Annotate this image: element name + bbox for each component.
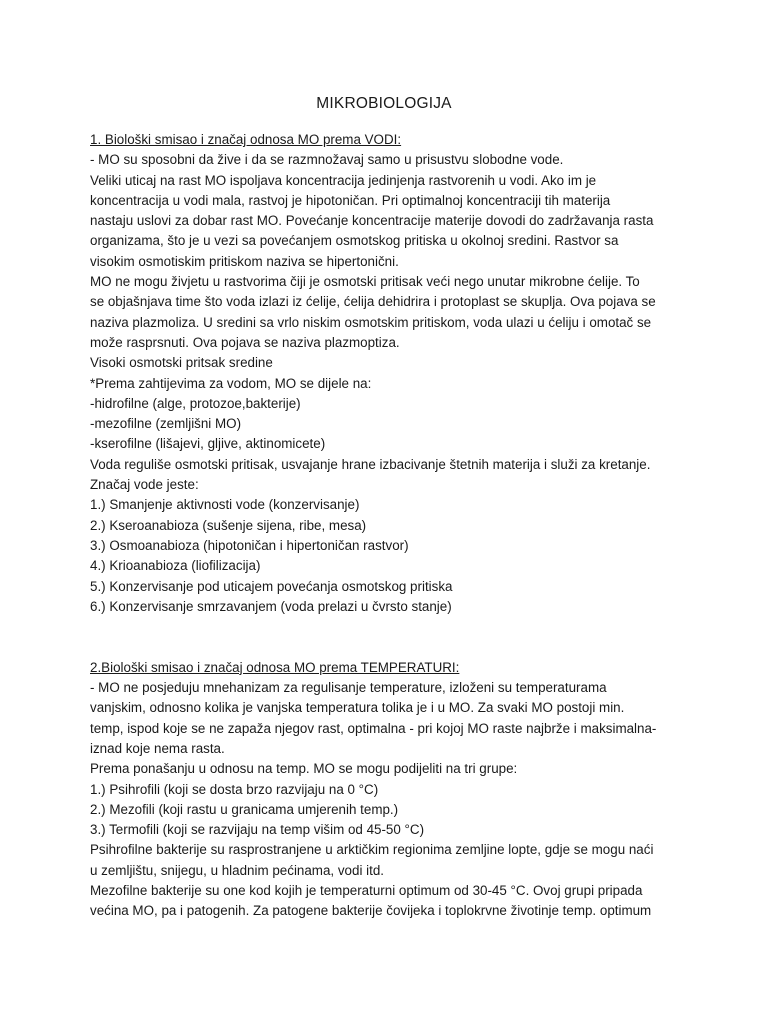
paragraph-line: Voda reguliše osmotski pritisak, usvajanje hrane izbacivanje štetnih materija i služi za kretanje. xyxy=(90,456,651,472)
paragraph-line: Značaj vode jeste: xyxy=(90,477,199,493)
paragraph-line: nastaju uslovi za dobar rast MO. Povećanje koncentracije materije dovodi do zadržavanja rasta xyxy=(90,213,654,229)
paragraph-line: Mezofilne bakterije su one kod kojih je temperaturni optimum od 30-45 °C. Ovoj grupi pripada xyxy=(90,882,643,898)
paragraph-line: Veliki uticaj na rast MO ispoljava koncentracija jedinjenja rastvorenih u vodi. Ako im je xyxy=(90,172,597,188)
paragraph-line: većina MO, pa i patogenih. Za patogene bakterije čovijeka i toplokrvne životinje temp. optimum xyxy=(90,903,652,919)
section-heading-water: 1. Biološki smisao i značaj odnosa MO prema VODI: xyxy=(90,132,402,147)
list-item: 2.) Mezofili (koji rastu u granicama umjerenih temp.) xyxy=(90,801,399,817)
list-item: 6.) Konzervisanje smrzavanjem (voda prelazi u čvrsto stanje) xyxy=(90,598,452,614)
list-item: 1.) Smanjenje aktivnosti vode (konzervisanje) xyxy=(90,497,360,513)
paragraph-line: može rasprsnuti. Ova pojava se naziva plazmoptiza. xyxy=(90,334,400,350)
paragraph-line: se objašnjava time što voda izlazi iz ćelije, ćelija dehidrira i protoplast se skuplja. Ova pojava se xyxy=(90,294,656,310)
list-item: 2.) Kseroanabioza (sušenje sijena, ribe, mesa) xyxy=(90,517,367,533)
document-body xyxy=(90,130,690,922)
paragraph-line: temp, ispod koje se ne zapaža njegov rast, optimalna - pri kojoj MO raste najbrže i maksimalna- xyxy=(90,720,657,736)
paragraph-line: u zemljištu, snijegu, u hladnim pećinama, vodi itd. xyxy=(90,862,384,878)
paragraph-line: vanjskim, odnosno kolika je vanjska temperatura tolika je i u MO. Za svaki MO postoji min. xyxy=(90,700,625,716)
list-item: -mezofilne (zemljišni MO) xyxy=(90,416,242,432)
paragraph-line: organizama, što je u vezi sa povećanjem osmotskog pritiska u okolnoj sredini. Rastvor sa xyxy=(90,233,619,249)
list-item: -hidrofilne (alge, protozoe,bakterije) xyxy=(90,395,301,411)
list-item: 1.) Psihrofili (koji se dosta brzo razvijaju na 0 °C) xyxy=(90,781,379,797)
page-title: MIKROBIOLOGIJA xyxy=(316,95,452,112)
list-item: 3.) Osmoanabioza (hipotoničan i hipertoničan rastvor) xyxy=(90,537,409,553)
list-item: 3.) Termofili (koji se razvijaju na temp višim od 45-50 °C) xyxy=(90,822,425,838)
paragraph-line: koncentracija u vodi mala, rastvoj je hipotoničan. Pri optimalnoj koncentraciji tih materija xyxy=(90,192,611,208)
list-item: 5.) Konzervisanje pod uticajem povećanja osmotskog pritiska xyxy=(90,578,453,594)
section-heading-temperature: 2.Biološki smisao i značaj odnosa MO prema TEMPERATURI: xyxy=(90,659,460,675)
paragraph-line: Psihrofilne bakterije su rasprostranjene u arktičkim regionima zemljine lopte, gdje se mogu naći xyxy=(90,842,654,858)
section-spacer xyxy=(90,617,690,637)
section-body-water xyxy=(90,150,690,617)
paragraph-line: naziva plazmoliza. U sredini sa vrlo niskim osmotskim pritiskom, voda ulazi u ćeliju i omotač se xyxy=(90,314,652,330)
section-body-temperature xyxy=(90,678,690,922)
section-spacer xyxy=(90,637,690,657)
list-item: -kserofilne (lišajevi, gljive, aktinomicete) xyxy=(90,436,326,452)
paragraph-line: - MO ne posjeduju mnehanizam za regulisanje temperature, izloženi su temperaturama xyxy=(90,680,607,696)
paragraph-line: - MO su sposobni da žive i da se razmnožavaj samo u prisustvu slobodne vode. xyxy=(90,152,564,168)
paragraph-line: iznad koje nema rasta. xyxy=(90,740,225,756)
paragraph-line: Visoki osmotski pritsak sredine xyxy=(90,355,273,371)
paragraph-line: MO ne mogu živjetu u rastvorima čiji je osmotski pritisak veći nego unutar mikrobne ćelije. To xyxy=(90,274,640,290)
paragraph-line: *Prema zahtijevima za vodom, MO se dijele na: xyxy=(90,375,372,391)
paragraph-line: Prema ponašanju u odnosu na temp. MO se mogu podijeliti na tri grupe: xyxy=(90,761,518,777)
paragraph-line: visokim osmotiskim pritiskom naziva se hipertonični. xyxy=(90,253,399,269)
list-item: 4.) Krioanabioza (liofilizacija) xyxy=(90,558,261,574)
